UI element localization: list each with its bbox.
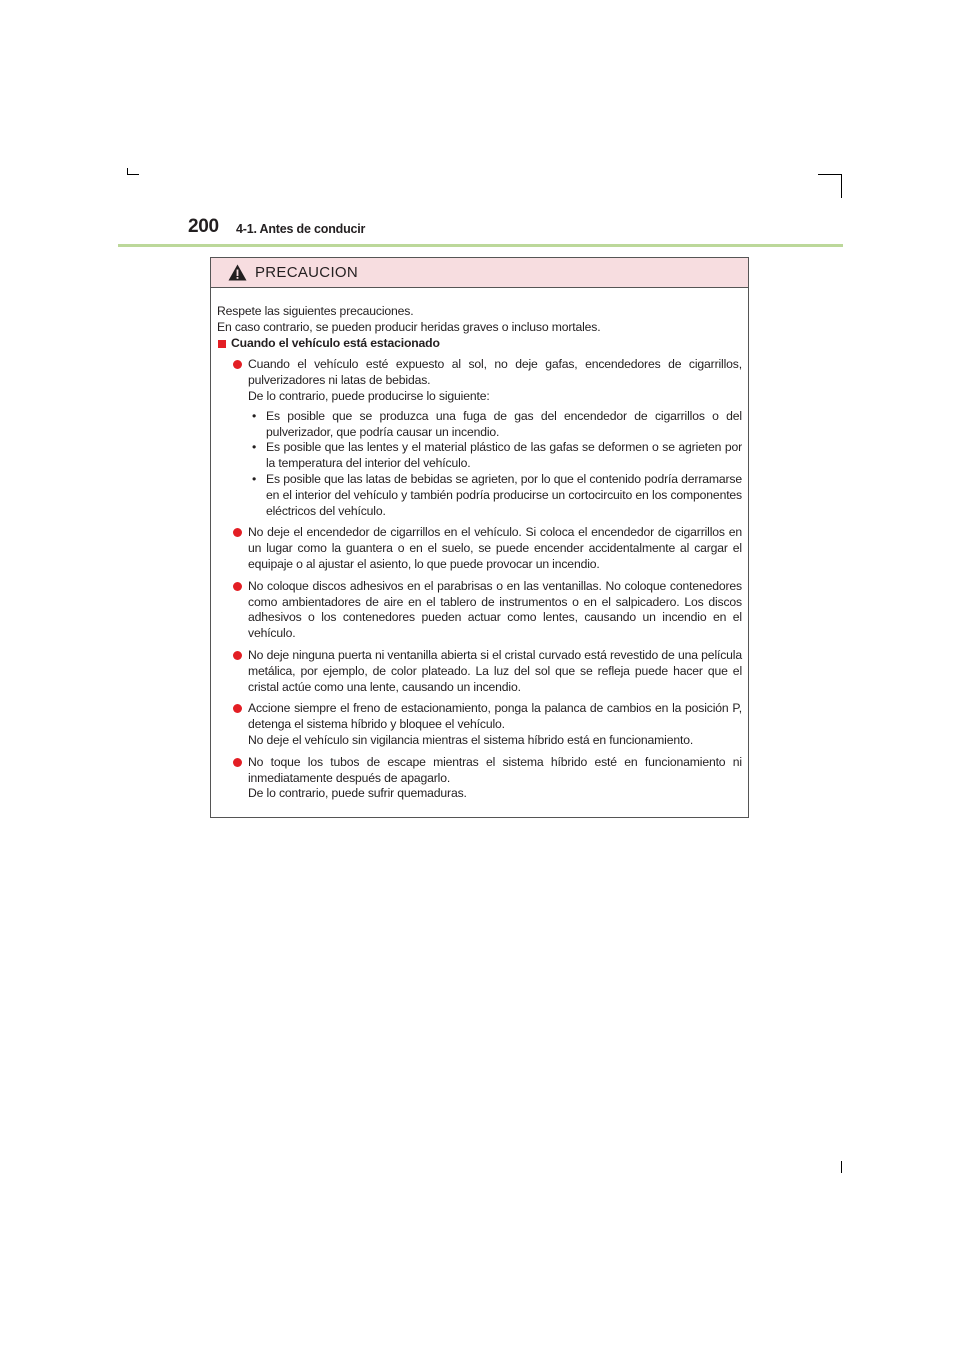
caution-bullet-text: Accione siempre el freno de estacionamiento, ponga la palanca de cambios en la posición P, detenga el sistema híbrido y bloquee el vehículo. No deje el vehículo sin vigilancia mientras el sistema híbrido está en funcionamiento. [248, 701, 742, 747]
caution-bullet-text: No coloque discos adhesivos en el parabrisas o en las ventanillas. No coloque contenedores como ambientadores de aire en el tablero de instrumentos o en el salpicadero. Los discos adhesivos o los contenedores pueden actuar como lentes, causando un incendio en el vehículo. [248, 578, 742, 641]
warning-triangle-icon [228, 264, 247, 281]
caution-subhead [217, 336, 742, 352]
square-bullet-icon [218, 340, 226, 348]
header-rule [118, 244, 843, 247]
middot-bullet-icon: • [252, 440, 257, 455]
caution-sub-item [252, 472, 742, 519]
caution-bullet-list [217, 357, 742, 802]
round-bullet-icon [233, 704, 242, 713]
caution-bullet [233, 525, 742, 572]
crop-mark [841, 1161, 842, 1173]
caution-bullet-text: Cuando el vehículo esté expuesto al sol, no deje gafas, encendedores de cigarrillos, pulverizadores ni latas de bebidas. De lo contrario, puede producirse lo siguiente: [248, 357, 742, 403]
middot-bullet-icon: • [252, 471, 257, 486]
caution-sub-text: Es posible que se produzca una fuga de gas del encendedor de cigarrillos o del pulverizador, que podría causar un incendio. [266, 408, 742, 439]
caution-bullet-text: No toque los tubos de escape mientras el sistema híbrido esté en funcionamiento ni inmediatamente después de apagarlo. De lo contrario, puede sufrir quemaduras. [248, 754, 742, 801]
caution-sub-item [252, 409, 742, 441]
caution-sub-item [252, 440, 742, 472]
round-bullet-icon [233, 528, 242, 537]
caution-bullet [233, 701, 742, 748]
crop-mark [818, 174, 842, 175]
crop-mark [127, 174, 139, 175]
caution-bullet-text: No deje el encendedor de cigarrillos en el vehículo. Si coloca el encendedor de cigarrillos en un lugar como la guantera o en el suelo, se puede encender accidentalmente al cargar el equipaje o al ajustar el asiento, lo que puede provocar un incendio. [248, 525, 742, 571]
round-bullet-icon [233, 651, 242, 660]
caution-bullet-body [248, 579, 742, 642]
caution-bullet-text: No deje ninguna puerta ni ventanilla abierta si el cristal curvado está revestido de una película metálica, por ejemplo, de color plateado. La luz del sol que se refleja puede hacer que el cristal actúe como una lente, causando un incendio. [248, 647, 742, 694]
caution-bullet-body [248, 525, 742, 572]
caution-intro: Respete las siguientes precauciones. En caso contrario, se pueden producir heridas graves o incluso mortales. [217, 304, 601, 334]
caution-subhead-label: Cuando el vehículo está estacionado [231, 335, 440, 350]
caution-sub-text: Es posible que las lentes y el material plástico de las gafas se deformen o se agrieten por la temperatura del interior del vehículo. [266, 440, 742, 471]
caution-sub-list [248, 409, 742, 520]
caution-box [210, 257, 749, 818]
caution-title: PRECAUCION [255, 264, 359, 281]
round-bullet-icon [233, 360, 242, 369]
caution-header [211, 258, 748, 288]
caution-body [211, 288, 748, 802]
caution-bullet-body [248, 357, 742, 519]
middot-bullet-icon: • [252, 408, 257, 423]
caution-bullet [233, 579, 742, 642]
caution-sub-text: Es posible que las latas de bebidas se agrieten, por lo que el contenido podría derramarse en el interior del vehículo y también podría producirse un cortocircuito en los componentes eléctricos del vehículo. [266, 471, 742, 518]
section-title: 4-1. Antes de conducir [236, 222, 366, 236]
caution-bullet-body [248, 755, 742, 802]
caution-bullet [233, 357, 742, 519]
page-number: 200 [188, 216, 219, 237]
caution-bullet [233, 755, 742, 802]
round-bullet-icon [233, 582, 242, 591]
caution-bullet-body [248, 648, 742, 695]
caution-bullet-body [248, 701, 742, 748]
crop-mark [841, 174, 842, 198]
crop-mark [127, 168, 128, 175]
round-bullet-icon [233, 758, 242, 767]
caution-bullet [233, 648, 742, 695]
